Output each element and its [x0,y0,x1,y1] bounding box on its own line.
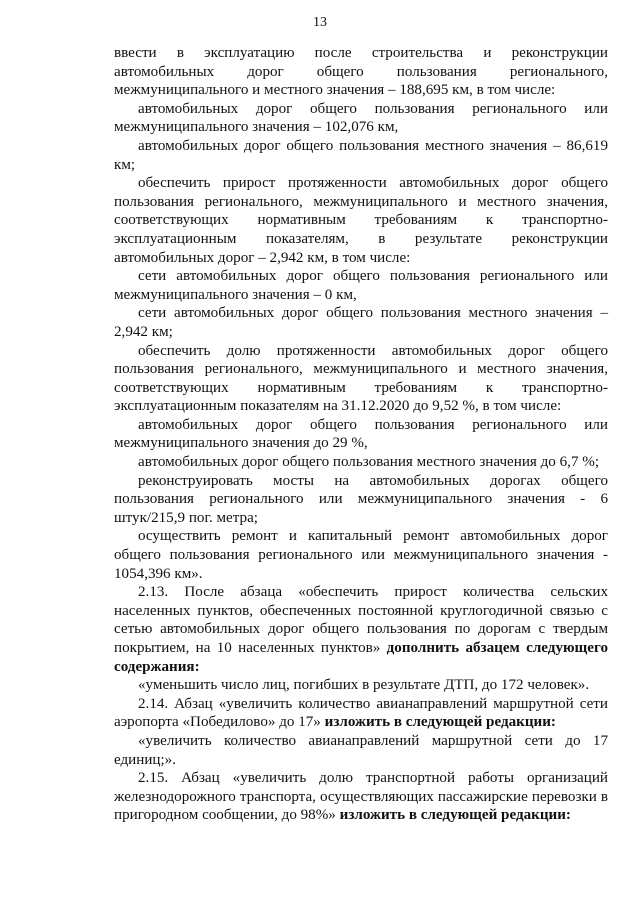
paragraph-text: 2.14. Абзац «увеличить количество авианаправлений маршрутной сети аэропорта «Победилово» до 17» [114,695,608,731]
page-number: 13 [313,15,327,30]
paragraph [114,137,608,174]
paragraph-text: автомобильных дорог общего пользования местного значения – 86,619 км; [114,137,608,173]
paragraph-text: автомобильных дорог общего пользования регионального или межмуниципального значения – 102,076 км, [114,100,608,136]
paragraph [114,527,608,583]
paragraph [114,769,608,825]
paragraph-text: ввести в эксплуатацию после строительства и реконструкции автомобильных дорог общего пользования регионального, межмуниципального и местного значения – 188,695 км, в том числе: [114,45,608,99]
paragraph [114,100,608,137]
paragraph [114,732,608,769]
bold-text: изложить в следующей редакции: [339,807,571,824]
paragraph-text: осуществить ремонт и капитальный ремонт автомобильных дорог общего пользования регионального или межмуниципального значения - 1054,396 км». [114,528,608,582]
paragraph-text: обеспечить прирост протяженности автомобильных дорог общего пользования регионального, межмуниципального и местного значения, соответствующих нормативным требованиям к транспортно-эксплуатационным показателям, в результате реконструкции автомобильных дорог – 2,942 км, в том числе: [114,175,608,266]
paragraph [114,695,608,732]
paragraph [114,676,608,695]
paragraph-text: реконструировать мосты на автомобильных дорогах общего пользования регионального или межмуниципального значения - 6 штук/215,9 пог. метра; [114,472,608,526]
paragraph [114,453,608,472]
bold-text: изложить в следующей редакции: [324,714,556,731]
paragraph [114,472,608,528]
paragraph-text: обеспечить долю протяженности автомобильных дорог общего пользования регионального, межмуниципального и местного значения, соответствующих нормативным требованиям к транспортно-эксплуатационным показателям на 31.12.2020 до 9,52 %, в том числе: [114,342,608,415]
document-body [114,44,608,825]
bold-text: дополнить абзацем следующего содержания: [114,640,608,675]
paragraph [114,267,608,304]
paragraph [114,416,608,453]
paragraph-text: 2.13. После абзаца «обеспечить прирост количества сельских населенных пунктов, обеспеченных постоянной круглогодичной связью с сетью автомобильных дорог общего пользования по дорогам с твердым покрытием, на 10 населенных пунктов» [114,584,608,656]
paragraph [114,304,608,341]
paragraph [114,44,608,100]
paragraph-text: «увеличить количество авианаправлений маршрутной сети до 17 единиц;». [114,732,608,768]
paragraph-text: автомобильных дорог общего пользования местного значения до 6,7 %; [138,454,600,471]
paragraph-text: сети автомобильных дорог общего пользования регионального или межмуниципального значения – 0 км, [114,268,608,303]
paragraph [114,174,608,267]
paragraph [114,342,608,416]
paragraph-text: автомобильных дорог общего пользования регионального или межмуниципального значения до 29 %, [114,416,608,452]
paragraph-text: сети автомобильных дорог общего пользования местного значения – 2,942 км; [114,305,608,340]
paragraph [114,583,608,676]
paragraph-text: 2.15. Абзац «увеличить долю транспортной работы организаций железнодорожного транспорта, осуществляющих пассажирские перевозки в пригородном сообщении, до 98%» [114,770,608,824]
paragraph-text: «уменьшить число лиц, погибших в результате ДТП, до 172 человек». [138,677,590,694]
